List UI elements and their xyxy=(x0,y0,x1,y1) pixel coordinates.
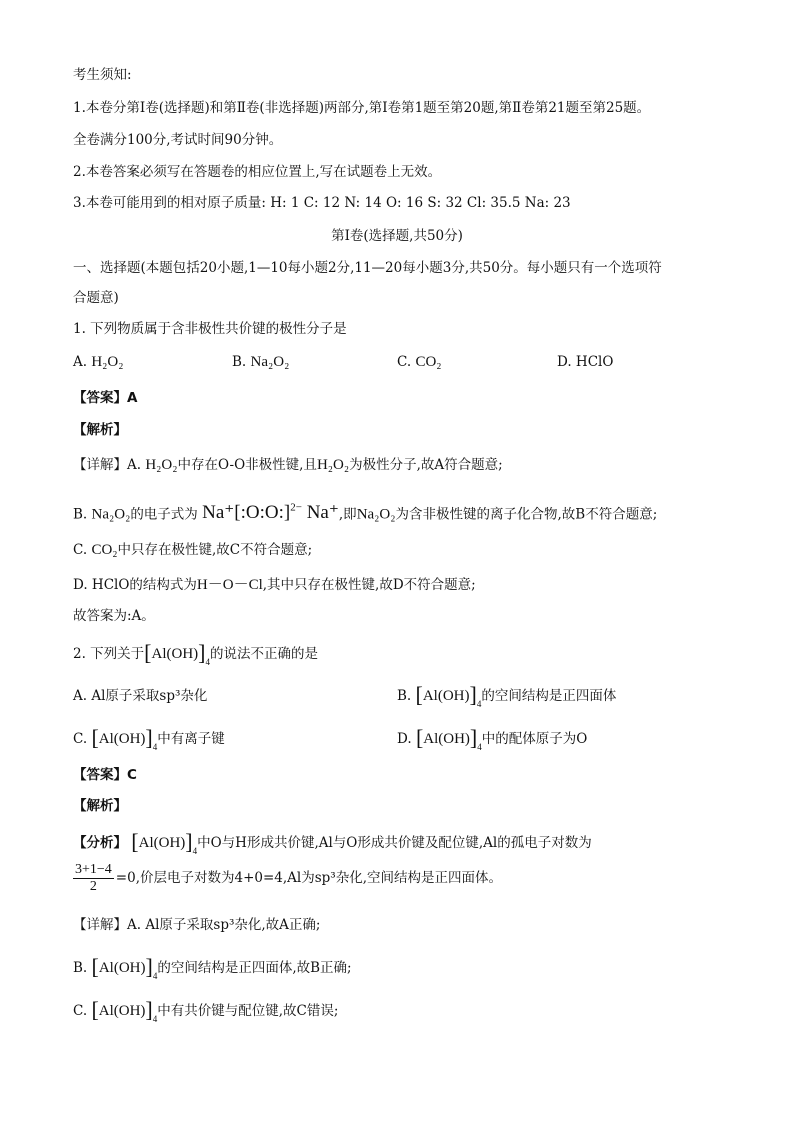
q1-analysis-label: 【解析】 xyxy=(73,422,127,438)
notice-item-1-cont: 全卷满分100分,考试时间90分钟。 xyxy=(73,132,283,148)
q2-detail-b: B. $[Al(OH)]_4$的空间结构是正四面体,故B正确; xyxy=(73,954,352,981)
formula-al-oh4: $[Al(OH)]_4$ xyxy=(144,640,210,667)
q2-analysis-label: 【解析】 xyxy=(73,798,127,814)
q2-option-c: C. $[Al(OH)]_4$中有离子键 xyxy=(73,725,225,752)
q1-option-d: D. HClO xyxy=(557,354,614,370)
part1-heading: 一、选择题(本题包括20小题,1—10每小题2分,11—20每小题3分,共50分。每小题只有一个选项符 xyxy=(73,260,662,276)
notice-item-3: 3.本卷可能用到的相对原子质量: H: 1 C: 12 N: 14 O: 16 S: 32 Cl: 35.5 Na: 23 xyxy=(73,195,571,211)
fraction: $\frac{3+1-4}{2}$ xyxy=(75,862,112,894)
q2-option-b: B. $[Al(OH)]_4$的空间结构是正四面体 xyxy=(397,682,617,709)
q1-option-b: B. Na₂O₂ xyxy=(232,354,290,370)
q1-stem: 1. 下列物质属于含非极性共价键的极性分子是 xyxy=(73,321,347,337)
formula-na2o2: Na₂O₂ xyxy=(250,354,290,370)
q1-detail-d: D. HClO的结构式为H－O－Cl,其中只存在极性键,故D不符合题意; xyxy=(73,577,476,593)
q1-conclusion: 故答案为:A。 xyxy=(73,608,155,624)
q1-answer: 【答案】A xyxy=(73,390,138,406)
q1-option-a: A. H₂O₂ xyxy=(73,354,124,370)
q2-answer: 【答案】C xyxy=(73,767,137,783)
formula-co2: CO₂ xyxy=(415,354,442,370)
section-title: 第Ⅰ卷(选择题,共50分) xyxy=(331,228,463,244)
notice-item-2: 2.本卷答案必须写在答题卷的相应位置上,写在试题卷上无效。 xyxy=(73,164,442,180)
q1-detail-b: B. Na₂O₂的电子式为 Na⁺[:O:O:]$^{2-}$ Na⁺,即Na₂O₂为含非极性键的离子化合物,故B不符合题意; xyxy=(73,502,658,524)
q2-fenxi: 【分析】 $[Al(OH)]_4$中O与H形成共价键,Al与O形成共价键及配位键,Al的孤电子对数为 xyxy=(73,829,592,856)
part1-heading-cont: 合题意) xyxy=(73,290,119,306)
q1-option-c: C. CO₂ xyxy=(397,354,442,370)
q2-detail-a: 【详解】A. Al原子采取sp³杂化,故A正确; xyxy=(73,917,321,933)
q1-detail-c: C. CO₂中只存在极性键,故C不符合题意; xyxy=(73,542,313,558)
q2-option-a: A. Al原子采取sp³杂化 xyxy=(73,688,208,704)
formula-h2o2: H₂O₂ xyxy=(91,354,124,370)
notice-item-1: 1.本卷分第Ⅰ卷(选择题)和第Ⅱ卷(非选择题)两部分,第Ⅰ卷第1题至第20题,第Ⅱ卷第21题至第25题。 xyxy=(73,100,651,116)
notice-title: 考生须知: xyxy=(73,67,132,83)
q2-stem: 2. 下列关于$[Al(OH)]_4$的说法不正确的是 xyxy=(73,640,318,667)
q2-option-d: D. $[Al(OH)]_4$中的配体原子为O xyxy=(397,725,588,752)
q1-detail-a: 【详解】A. H₂O₂中存在O-O非极性键,且H₂O₂为极性分子,故A符合题意; xyxy=(73,457,503,473)
q2-fenxi-cont: $\frac{3+1-4}{2}$ =0,价层电子对数为4+0=4,Al为sp³杂化,空间结构是正四面体。 xyxy=(75,862,503,894)
electron-formula: Na⁺[:O:O:]$^{2-}$ Na⁺ xyxy=(202,502,339,524)
q2-detail-c: C. $[Al(OH)]_4$中有共价键与配位键,故C错误; xyxy=(73,997,339,1024)
